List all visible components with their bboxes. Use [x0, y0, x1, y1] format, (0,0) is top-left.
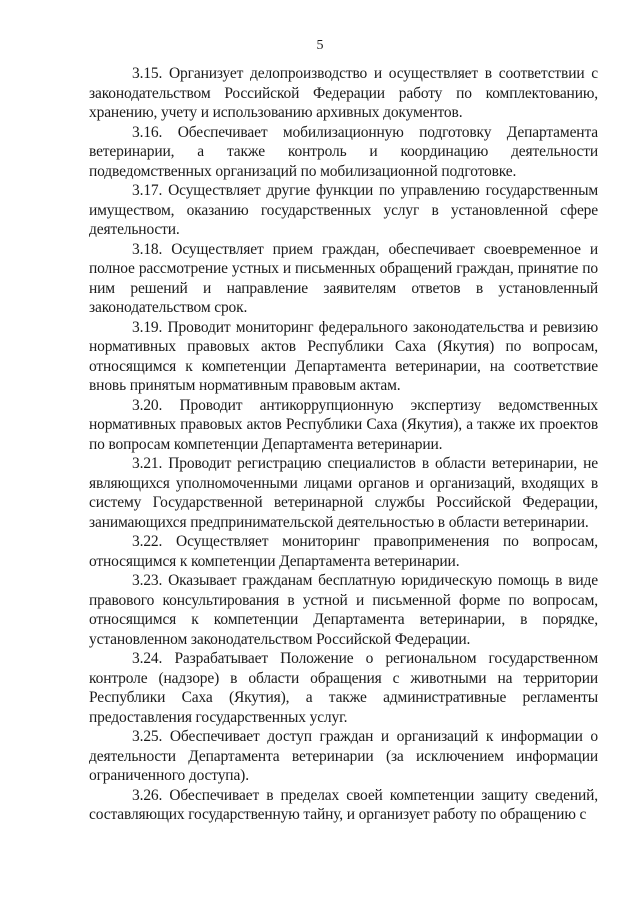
paragraph-3-26: 3.26. Обеспечивает в пределах своей компетенции защиту сведений, составляющих государственную тайну, и организует работу по обращению с: [89, 786, 598, 823]
paragraph-3-21: 3.21. Проводит регистрацию специалистов в области ветеринарии, не являющихся уполномоченными лицами органов и организаций, входящих в систему Государственной ветеринарной службы Российской Федерации, занимающихся предпринимательской деятельностью в области ветеринарии.: [89, 455, 598, 531]
paragraph-3-24: 3.24. Разрабатывает Положение о региональном государственном контроле (надзоре) в области обращения с животными на территории Республики Саха (Якутия), а также административные регламенты предоставления государственных услуг.: [89, 650, 598, 726]
paragraph-3-22: 3.22. Осуществляет мониторинг правоприменения по вопросам, относящимся к компетенции Департамента ветеринарии.: [89, 533, 598, 570]
paragraph-3-16: 3.16. Обеспечивает мобилизационную подготовку Департамента ветеринарии, а также контроль и координацию деятельности подведомственных организаций по мобилизационной подготовке.: [89, 123, 598, 180]
paragraph-3-17: 3.17. Осуществляет другие функции по управлению государственным имуществом, оказанию государственных услуг в установленной сфере деятельности.: [89, 182, 598, 238]
paragraph-3-23: 3.23. Оказывает гражданам бесплатную юридическую помощь в виде правового консультирования в устной и письменной форме по вопросам, относящимся к компетенции Департамента ветеринарии, в порядке, установленном законодательством Российской Федерации.: [89, 572, 598, 648]
paragraph-3-25: 3.25. Обеспечивает доступ граждан и организаций к информации о деятельности Департамента ветеринарии (за исключением информации ограниченного доступа).: [89, 728, 598, 784]
paragraph-3-18: 3.18. Осуществляет прием граждан, обеспечивает своевременное и полное рассмотрение устных и письменных обращений граждан, принятие по ним решений и направление заявителям ответов в установленный законодательством срок.: [89, 240, 598, 316]
paragraph-3-20: 3.20. Проводит антикоррупционную экспертизу ведомственных нормативных правовых актов Республики Саха (Якутия), а также их проектов по вопросам компетенции Департамента ветеринарии.: [89, 396, 598, 453]
document-body: [89, 64, 598, 825]
page-number: 5: [316, 38, 324, 53]
paragraph-3-19: 3.19. Проводит мониторинг федерального законодательства и ревизию нормативных правовых актов Республики Саха (Якутия) по вопросам, относящимся к компетенции Департамента ветеринарии, на соответствие вновь принятым нормативным правовым актам.: [89, 318, 598, 394]
paragraph-3-15: 3.15. Организует делопроизводство и осуществляет в соответствии с законодательством Российской Федерации работу по комплектованию, хранению, учету и использованию архивных документов.: [89, 65, 598, 121]
